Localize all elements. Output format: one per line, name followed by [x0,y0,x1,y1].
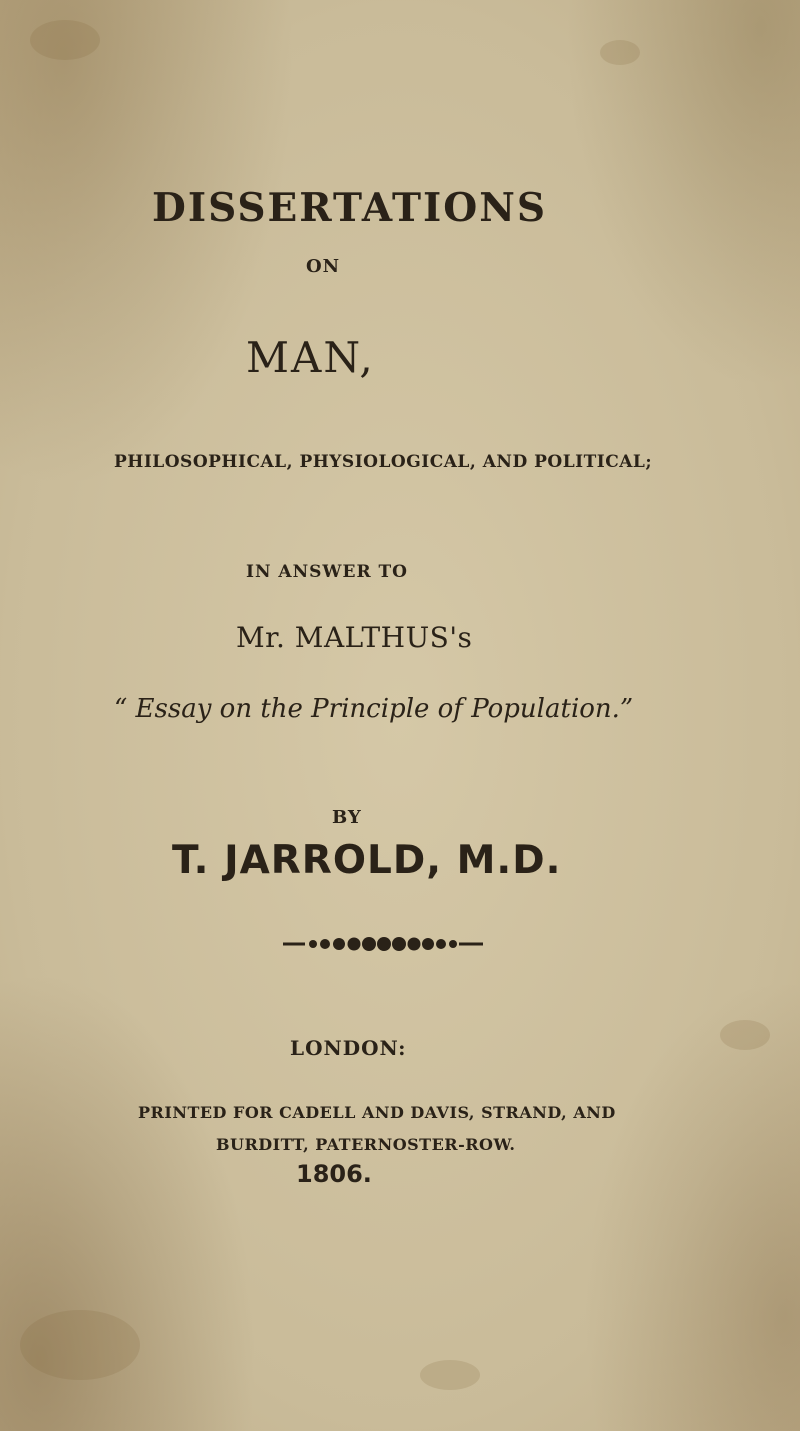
imprint-printer-line-2: BURDITT, PATERNOSTER-ROW. [216,1135,516,1154]
foxing-stain [600,40,640,65]
foxing-stain [420,1360,480,1390]
ornament-rule [283,936,483,952]
book-subject: MAN, [246,333,375,382]
foxing-stain [720,1020,770,1050]
foxing-stain [30,20,100,60]
book-subtitle: PHILOSOPHICAL, PHYSIOLOGICAL, AND POLITICAL; [114,452,653,472]
by-label: BY [332,807,362,828]
author-name: T. JARROLD, M.D. [172,838,562,883]
foxing-stain [20,1310,140,1380]
imprint-year: 1806. [296,1160,372,1188]
imprint-printer-line-1: PRINTED FOR CADELL AND DAVIS, STRAND, AND [138,1103,616,1122]
book-title: DISSERTATIONS [152,185,548,231]
imprint-place: LONDON: [290,1036,407,1060]
in-answer-to: IN ANSWER TO [246,562,408,582]
referenced-work: “ Essay on the Principle of Population.” [114,694,634,724]
addressee: Mr. MALTHUS's [236,621,473,654]
title-connector: ON [306,256,341,277]
